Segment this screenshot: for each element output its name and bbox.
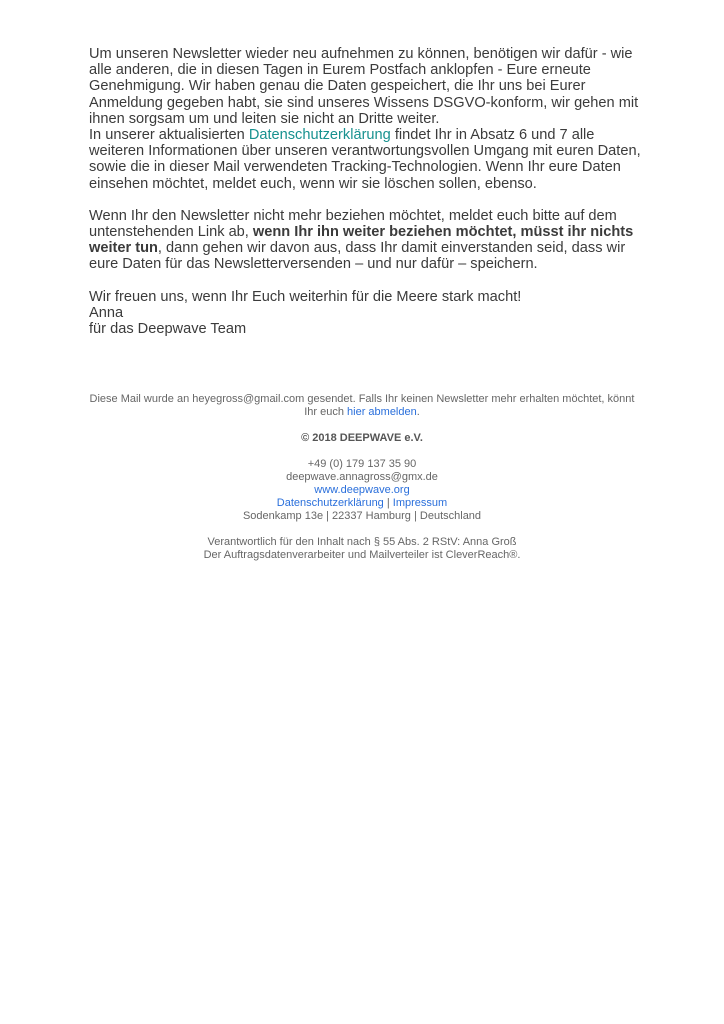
email-footer	[89, 393, 635, 575]
consent-intro-text: Um unseren Newsletter wieder neu aufnehmen zu können, benötigen wir dafür - wie alle anderen, die in diesen Tagen in Eurem Postfach anklopfen - Eure erneute Genehmigung. Wir haben genau die Daten gespeichert, die Ihr uns bei Eurer Anmeldung gegeben habt, sie sind unseres Wissens DSGVO-konform, wir gehen mit ihnen sorgsam um und leiten sie nicht an Dritte weiter.	[89, 46, 639, 127]
footer-notice	[89, 393, 635, 419]
continue-info-bold: wenn Ihr ihn weiter beziehen möchtet, müsst ihr nichts weiter tun	[89, 224, 634, 257]
imprint-link[interactable]: Impressum	[392, 497, 448, 509]
privacy-intro-text: In unserer aktualisierten	[89, 127, 249, 144]
privacy-policy-link[interactable]: Datenschutzerklärung	[248, 127, 391, 144]
unsubscribe-info-text: Wenn Ihr den Newsletter nicht mehr beziehen möchtet, meldet euch bitte auf dem untenstehenden Link ab,	[89, 207, 617, 241]
footer-processor: Der Auftragsdatenverarbeiter und Mailverteiler ist CleverReach®.	[203, 549, 521, 561]
footer-copyright: © 2018 DEEPWAVE e.V.	[301, 432, 423, 444]
privacy-detail-text: findet Ihr in Absatz 6 und 7 alle weiteren Informationen über unseren verantwortungsvollen Umgang mit euren Daten, sowie die in dieser Mail verwendeten Tracking-Technologien. Wenn Ihr eure Daten einsehen möchtet, meldet euch, wenn wir sie löschen sollen, ebenso.	[89, 127, 641, 192]
closing-text: Wir freuen uns, wenn Ihr Euch weiterhin für die Meere stark macht!	[89, 288, 522, 305]
footer-notice-end: .	[416, 406, 420, 418]
footer-link-separator: |	[383, 497, 393, 509]
footer-contact	[89, 458, 635, 523]
footer-legal	[89, 536, 635, 562]
footer-privacy-link[interactable]: Datenschutzerklärung	[276, 497, 384, 509]
footer-phone: +49 (0) 179 137 35 90	[307, 458, 417, 470]
footer-address: Sodenkamp 13e | 22337 Hamburg | Deutschland	[242, 510, 482, 522]
footer-notice-text: Diese Mail wurde an heyegross@gmail.com gesendet. Falls Ihr keinen Newsletter mehr erhalten möchtet, könnt Ihr euch	[89, 393, 635, 418]
paragraph-unsubscribe-info	[89, 208, 649, 273]
footer-responsible: Verantwortlich für den Inhalt nach § 55 Abs. 2 RStV: Anna Groß	[207, 536, 517, 548]
storage-info-text: , dann gehen wir davon aus, dass Ihr damit einverstanden seid, dass wir eure Daten für das Newsletterversenden – und nur dafür – speichern.	[89, 240, 626, 273]
signature-team: für das Deepwave Team	[89, 321, 247, 338]
website-link[interactable]: www.deepwave.org	[314, 484, 410, 496]
signature-name: Anna	[89, 304, 124, 321]
email-body	[89, 46, 649, 353]
paragraph-closing	[89, 289, 649, 338]
unsubscribe-link[interactable]: hier abmelden	[347, 406, 417, 418]
footer-email: deepwave.annagross@gmx.de	[286, 471, 438, 483]
paragraph-consent	[89, 46, 649, 192]
